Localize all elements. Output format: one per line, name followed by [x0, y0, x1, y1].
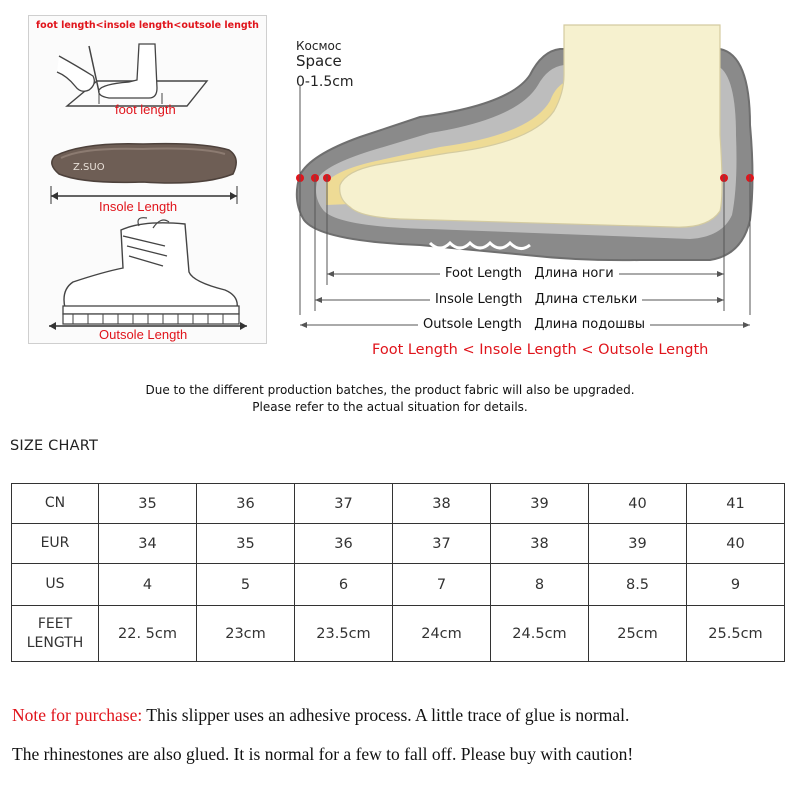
- insole-length-ru: Длина стельки: [534, 292, 638, 307]
- size-cell: 9: [687, 564, 785, 606]
- size-cell: 35: [99, 484, 197, 524]
- size-cell: 38: [491, 524, 589, 564]
- size-cell: 8.5: [589, 564, 687, 606]
- note-text-1: This slipper uses an adhesive process. A little trace of glue is normal.: [142, 705, 630, 725]
- size-cell: 24.5cm: [491, 606, 589, 662]
- purchase-note-1: [12, 705, 629, 726]
- size-cell: 4: [99, 564, 197, 606]
- boot-illustration: [43, 216, 253, 326]
- size-cell: 22. 5cm: [99, 606, 197, 662]
- size-cell: 38: [393, 484, 491, 524]
- size-cell: 40: [687, 524, 785, 564]
- size-cell: 35: [197, 524, 295, 564]
- size-cell: 25.5cm: [687, 606, 785, 662]
- size-cell: 7: [393, 564, 491, 606]
- space-label-en: Space: [296, 52, 342, 71]
- size-cell: 37: [393, 524, 491, 564]
- size-cell: 39: [491, 484, 589, 524]
- insole-illustration: [43, 134, 253, 204]
- size-chart-table: [11, 483, 785, 662]
- row-label-line: LENGTH: [26, 634, 84, 651]
- outsole-length-label: Outsole Length: [99, 327, 188, 342]
- foot-length-ru: Длина ноги: [534, 266, 614, 281]
- size-cell: 37: [295, 484, 393, 524]
- size-row-feet-length: [12, 606, 785, 662]
- foot-length-label: foot length: [115, 102, 176, 117]
- foot-measure-illustration: [37, 36, 257, 136]
- insole-length-en: Insole Length: [435, 292, 523, 307]
- foot-length-en: Foot Length: [445, 266, 522, 281]
- length-rule: Foot Length < Insole Length < Outsole Length: [372, 342, 709, 358]
- size-cell: 8: [491, 564, 589, 606]
- size-cell: 6: [295, 564, 393, 606]
- size-cell: 5: [197, 564, 295, 606]
- guide-title: foot length<insole length<outsole length: [36, 20, 259, 31]
- insole-length-measure: [430, 292, 642, 307]
- size-cell: 36: [197, 484, 295, 524]
- row-label-line: FEET: [37, 615, 73, 632]
- size-cell: 25cm: [589, 606, 687, 662]
- space-label-ru: Космос: [296, 39, 342, 53]
- size-cell: 34: [99, 524, 197, 564]
- row-label: US: [12, 564, 99, 606]
- size-cell: 24cm: [393, 606, 491, 662]
- notice-line-2: Please refer to the actual situation for details.: [252, 400, 528, 414]
- insole-brand-text: Z.SUO: [73, 162, 105, 173]
- size-chart-title: SIZE CHART: [10, 438, 99, 454]
- space-range: 0-1.5cm: [296, 73, 354, 90]
- size-cell: 40: [589, 484, 687, 524]
- row-label: [12, 606, 99, 662]
- outsole-length-ru: Длина подошвы: [534, 317, 646, 332]
- purchase-note-2: The rhinestones are also glued. It is normal for a few to fall off. Please buy with caution!: [12, 744, 634, 764]
- size-cell: 41: [687, 484, 785, 524]
- size-cell: 36: [295, 524, 393, 564]
- measurement-guide-panel: [28, 15, 267, 344]
- size-row-eur: [12, 524, 785, 564]
- size-cell: 23cm: [197, 606, 295, 662]
- insole-length-label: Insole Length: [99, 199, 178, 214]
- foot-length-measure: [440, 266, 619, 281]
- row-label: CN: [12, 484, 99, 524]
- size-cell: 23.5cm: [295, 606, 393, 662]
- note-prefix: Note for purchase:: [12, 705, 143, 725]
- production-notice: [0, 382, 780, 416]
- outsole-length-en: Outsole Length: [423, 317, 522, 332]
- size-row-cn: [12, 484, 785, 524]
- size-cell: 39: [589, 524, 687, 564]
- row-label: EUR: [12, 524, 99, 564]
- size-row-us: [12, 564, 785, 606]
- notice-line-1: Due to the different production batches, the product fabric will also be upgraded.: [145, 383, 635, 397]
- outsole-length-measure: [418, 317, 650, 332]
